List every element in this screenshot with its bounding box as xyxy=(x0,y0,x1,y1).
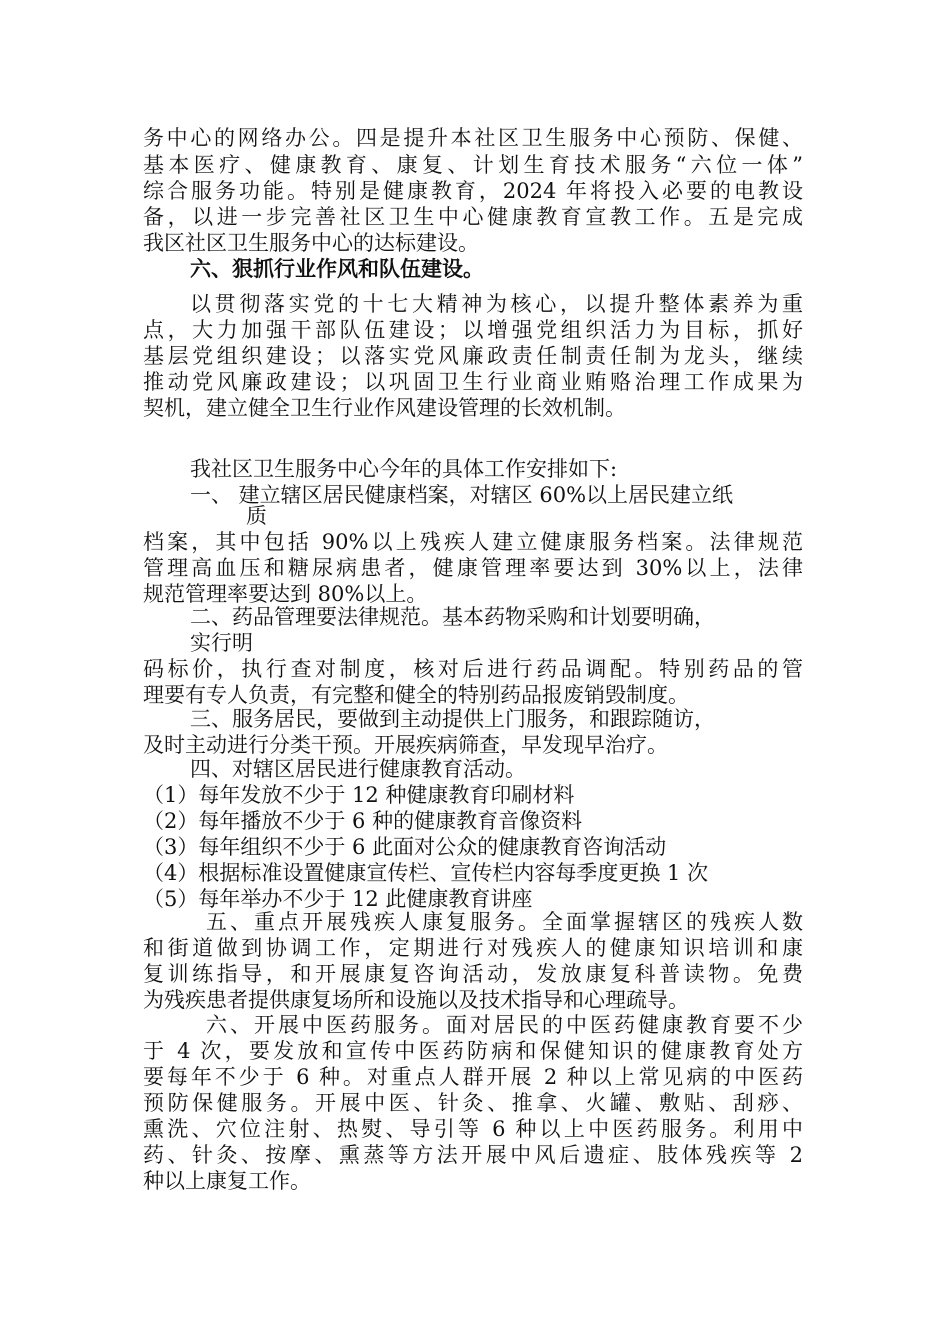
list-item: （5）每年举办不少于 12 此健康教育讲座 xyxy=(143,887,533,911)
paragraph-line: 规范管理率要达到 80%以上。 xyxy=(143,582,428,606)
paragraph-line: 复训练指导，和开展康复咨询活动，发放康复科普读物。免费 xyxy=(143,962,803,986)
paragraph-line: 药、针灸、按摩、熏蒸等方法开展中风后遗症、肢体残疾等 2 xyxy=(143,1143,803,1167)
paragraph-line: 码标价，执行查对制度，核对后进行药品调配。特别药品的管 xyxy=(143,657,803,681)
paragraph-line: 为残疾患者提供康复场所和设施以及技术指导和心理疏导。 xyxy=(143,988,689,1012)
paragraph-line: 理要有专人负责，有完整和健全的特别药品报废销毁制度。 xyxy=(143,683,689,707)
paragraph-line: 要每年不少于 6 种。对重点人群开展 2 种以上常见病的中医药 xyxy=(143,1065,803,1089)
item-line: 质 xyxy=(246,504,267,528)
list-item: （1）每年发放不少于 12 种健康教育印刷材料 xyxy=(143,783,575,807)
paragraph-line: 预防保健服务。开展中医、针灸、推拿、火罐、敷贴、刮痧、 xyxy=(143,1091,803,1115)
paragraph-line: 以贯彻落实党的十七大精神为核心，以提升整体素养为重 xyxy=(190,292,803,316)
paragraph-line: 契机，建立健全卫生行业作风建设管理的长效机制。 xyxy=(143,396,626,420)
paragraph-line: 于 4 次，要发放和宣传中医药防病和保健知识的健康教育处方 xyxy=(143,1039,803,1063)
intro-line: 我社区卫生服务中心今年的具体工作安排如下: xyxy=(190,457,618,481)
list-item: （3）每年组织不少于 6 此面对公众的健康教育咨询活动 xyxy=(143,835,667,859)
item-line: 二、药品管理要法律规范。基本药物采购和计划要明确， xyxy=(190,605,715,629)
paragraph-line: 管理高血压和糖尿病患者，健康管理率要达到 30%以上，法律 xyxy=(143,556,803,580)
paragraph-line: 种以上康复工作。 xyxy=(143,1169,311,1193)
paragraph-line: 我区社区卫生服务中心的达标建设。 xyxy=(143,231,479,255)
paragraph-line: 点，大力加强干部队伍建设；以增强党组织活力为目标，抓好 xyxy=(143,318,803,342)
paragraph-line: 综合服务功能。特别是健康教育，2024 年将投入必要的电教设 xyxy=(143,179,803,203)
paragraph-line: 备，以进一步完善社区卫生中心健康教育宣教工作。五是完成 xyxy=(143,205,803,229)
list-item: （4）根据标准设置健康宣传栏、宣传栏内容每季度更换 1 次 xyxy=(143,861,709,885)
item-line: 六、开展中医药服务。面对居民的中医药健康教育要不少 xyxy=(206,1013,803,1037)
paragraph-line: 及时主动进行分类干预。开展疾病筛查，早发现早治疗。 xyxy=(143,733,668,757)
paragraph-line: 档案，其中包括 90%以上残疾人建立健康服务档案。法律规范 xyxy=(143,530,803,554)
paragraph-line: 基本医疗、健康教育、康复、计划生育技术服务“六位一体” xyxy=(143,153,803,177)
paragraph-line: 推动党风廉政建设；以巩固卫生行业商业贿赂治理工作成果为 xyxy=(143,370,803,394)
paragraph-line: 熏洗、穴位注射、热熨、导引等 6 种以上中医药服务。利用中 xyxy=(143,1117,803,1141)
paragraph-line: 和街道做到协调工作，定期进行对残疾人的健康知识培训和康 xyxy=(143,936,803,960)
item-line: 五、重点开展残疾人康复服务。全面掌握辖区的残疾人数 xyxy=(206,910,803,934)
paragraph-line: 务中心的网络办公。四是提升本社区卫生服务中心预防、保健、 xyxy=(143,126,803,150)
item-line: 四、对辖区居民进行健康教育活动。 xyxy=(190,757,526,781)
list-item: （2）每年播放不少于 6 种的健康教育音像资料 xyxy=(143,809,583,833)
section-heading: 六、狠抓行业作风和队伍建设。 xyxy=(190,256,484,281)
item-line: 实行明 xyxy=(190,631,253,655)
paragraph-line: 基层党组织建设；以落实党风廉政责任制责任制为龙头，继续 xyxy=(143,344,803,368)
item-line: 一、 建立辖区居民健康档案，对辖区 60%以上居民建立纸 xyxy=(190,483,734,507)
item-line: 三、服务居民，要做到主动提供上门服务，和跟踪随访， xyxy=(190,707,715,731)
